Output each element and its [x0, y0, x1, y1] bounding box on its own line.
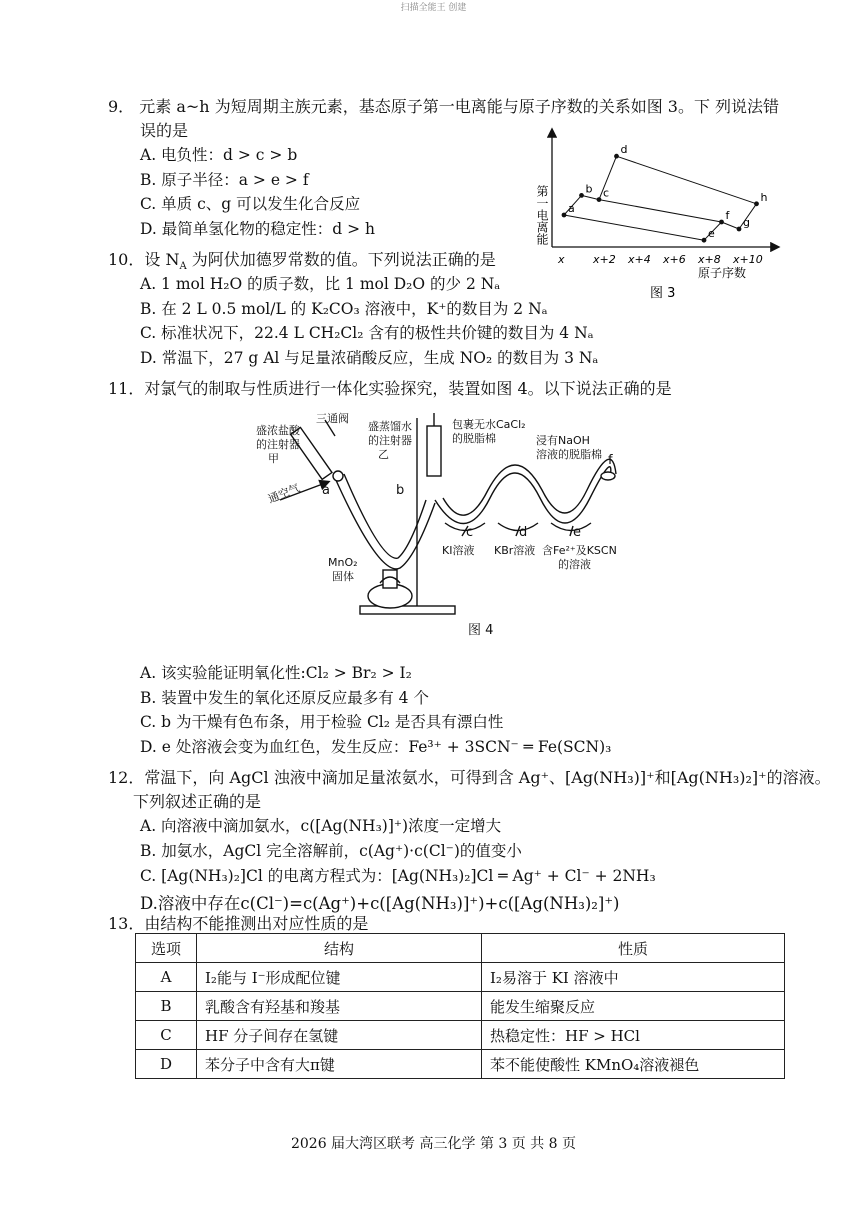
point-label-g: g: [743, 216, 750, 229]
row-d-option: D: [136, 1050, 197, 1079]
label-syringe-yi-2: 的注射器: [368, 434, 412, 447]
row-c-option: C: [136, 1021, 197, 1050]
label-valve: 三通阀: [316, 412, 349, 425]
q13-table: [135, 933, 785, 1079]
row-a-property: I₂易溶于 KI 溶液中: [482, 963, 785, 992]
q10-stem-tail: 为阿伏加德罗常数的值。下列说法正确的是: [186, 250, 496, 269]
row-a-option: A: [136, 963, 197, 992]
connector-line-c-f: [599, 200, 722, 222]
label-fe-solution-1: 含Fe²⁺及KSCN: [542, 544, 617, 557]
q10-option-b: B. 在 2 L 0.5 mol/L 的 K₂CO₃ 溶液中，K⁺的数目为 2 Nₐ: [140, 300, 548, 318]
label-ki-solution: KI溶液: [442, 544, 475, 557]
label-c: c: [466, 525, 474, 540]
q12-option-d: D.溶液中存在c(Cl⁻)=c(Ag⁺)+c([Ag(NH₃)]⁺)+c([Ag(NH₃)₂]⁺): [140, 894, 620, 913]
point-label-b: b: [585, 182, 593, 196]
row-d-property: 苯不能使酸性 KMnO₄溶液褪色: [482, 1050, 785, 1079]
x-tick-label: x+10: [733, 253, 763, 266]
connector-line-d-h: [617, 156, 757, 204]
row-b-structure: 乳酸含有羟基和羧基: [197, 992, 482, 1021]
bulb-c: [445, 523, 485, 531]
label-syringe-jia-3: 甲: [268, 452, 279, 465]
figure-3-chart: [530, 125, 790, 305]
label-syringe-yi-1: 盛蒸馏水: [368, 420, 412, 433]
q9-stem-line1: 9． 元素 a~h 为短周期主族元素，基态原子第一电离能与原子序数的关系如图 3。下 列说法错: [108, 97, 780, 116]
q12-stem-line2: 下列叙述正确的是: [133, 792, 262, 811]
label-f: f: [608, 453, 613, 468]
table-row: [136, 992, 785, 1021]
q12-option-b: B. 加氨水，AgCl 完全溶解前，c(Ag⁺)·c(Cl⁻)的值变小: [140, 842, 522, 860]
q10-option-d: D. 常温下，27 g Al 与足量浓硝酸反应，生成 NO₂ 的数目为 3 Nₐ: [140, 349, 599, 367]
data-point-c: [597, 197, 602, 202]
q11-option-d: D. e 处溶液会变为血红色，发生反应：Fe³⁺ + 3SCN⁻ ═ Fe(SCN)₃: [140, 738, 612, 756]
label-mno2-2: 固体: [332, 570, 354, 583]
label-fe-solution-2: 的溶液: [558, 558, 591, 571]
x-tick-label: x: [558, 253, 565, 266]
figure-4-caption: 图 4: [468, 623, 494, 638]
label-b: b: [396, 483, 405, 498]
three-way-valve: [333, 471, 343, 481]
q10-stem-sub: A: [179, 261, 187, 273]
y-axis-label: 第一电离能: [535, 185, 549, 245]
x-axis-label: 原子序数: [698, 266, 747, 280]
connector-line-f-g: [722, 222, 740, 229]
point-label-c: c: [603, 186, 610, 200]
header-option: 选项: [136, 934, 197, 963]
label-cacl2-2: 的脱脂棉: [452, 432, 496, 445]
q9-option-c: C. 单质 c、g 可以发生化合反应: [140, 195, 361, 213]
point-label-h: h: [760, 190, 768, 204]
label-kbr-solution: KBr溶液: [494, 544, 536, 557]
tube-end-f: [601, 472, 615, 480]
label-naoh-1: 浸有NaOH: [536, 434, 590, 447]
label-cacl2-1: 包裹无水CaCl₂: [452, 418, 526, 431]
x-tick-label: x+2: [593, 253, 616, 266]
bulb-e: [551, 523, 591, 531]
point-label-d: d: [620, 143, 628, 157]
data-point-d: [614, 154, 619, 159]
point-label-f: f: [725, 209, 730, 222]
label-mno2-1: MnO₂: [328, 556, 358, 569]
data-point-a: [562, 213, 567, 218]
point-label-a: a: [568, 202, 575, 215]
q10-stem-text: 10．设 N: [108, 250, 180, 269]
u-tube-inner: [344, 474, 426, 558]
page-footer: 2026 届大湾区联考 高三化学 第 3 页 共 8 页: [290, 1136, 577, 1152]
row-a-structure: I₂能与 I⁻形成配位键: [197, 963, 482, 992]
q9-option-b: B. 原子半径：a > e > f: [140, 171, 309, 189]
data-point-b: [579, 193, 584, 198]
row-c-structure: HF 分子间存在氢键: [197, 1021, 482, 1050]
figure-4-apparatus: [240, 408, 640, 643]
q11-option-b: B. 装置中发生的氧化还原反应最多有 4 个: [140, 689, 429, 707]
label-air: 通空气: [266, 481, 302, 506]
q9-option-a: A. 电负性：d > c > b: [140, 146, 298, 164]
label-naoh-2: 溶液的脱脂棉: [536, 448, 602, 461]
label-d: d: [519, 525, 528, 540]
row-b-property: 能发生缩聚反应: [482, 992, 785, 1021]
x-tick-label: x+4: [628, 253, 651, 266]
q12-option-c: C. [Ag(NH₃)₂]Cl 的电离方程式为：[Ag(NH₃)₂]Cl ═ Ag⁺ + Cl⁻ + 2NH₃: [140, 867, 656, 885]
stand-base: [360, 606, 455, 614]
row-b-option: B: [136, 992, 197, 1021]
q11-option-a: A. 该实验能证明氧化性:Cl₂ > Br₂ > I₂: [140, 664, 412, 682]
data-point-g: [737, 227, 742, 232]
syringe-yi: [427, 426, 441, 476]
connector-line-a-e: [564, 215, 704, 240]
wave-tube-inner: [443, 459, 616, 515]
q10-option-c: C. 标准状况下，22.4 L CH₂Cl₂ 含有的极性共价键的数目为 4 Nₐ: [140, 324, 594, 342]
figure-3-caption: 图 3: [650, 286, 676, 301]
label-e: e: [573, 525, 581, 540]
table-row: [136, 1050, 785, 1079]
q13-stem: 13．由结构不能推测出对应性质的是: [108, 914, 369, 933]
header-structure: 结构: [197, 934, 482, 963]
q9-stem-line2: 误的是: [140, 121, 189, 140]
table-header-row: [136, 934, 785, 963]
x-tick-label: x+8: [698, 253, 721, 266]
q12-option-a: A. 向溶液中滴加氨水，c([Ag(NH₃)]⁺)浓度一定增大: [140, 817, 502, 835]
q9-option-d: D. 最简单氢化物的稳定性：d > h: [140, 220, 375, 238]
x-tick-label: x+6: [663, 253, 686, 266]
data-point-f: [719, 220, 724, 225]
q10-option-a: A. 1 mol H₂O 的质子数，比 1 mol D₂O 的少 2 Nₐ: [140, 275, 501, 293]
q11-stem: 11．对氯气的制取与性质进行一体化实验探究，装置如图 4。以下说法正确的是: [108, 379, 672, 398]
q10-stem: [108, 247, 496, 273]
table-row: [136, 1021, 785, 1050]
connector-line-b-c: [582, 195, 600, 199]
table-row: [136, 963, 785, 992]
data-point-e: [702, 238, 707, 243]
label-a: a: [322, 483, 330, 498]
header-property: 性质: [482, 934, 785, 963]
row-d-structure: 苯分子中含有大π键: [197, 1050, 482, 1079]
row-c-property: 热稳定性：HF > HCl: [482, 1021, 785, 1050]
label-syringe-jia-1: 盛浓盐酸: [256, 424, 300, 437]
label-syringe-jia-2: 的注射器: [256, 438, 300, 451]
data-point-h: [754, 201, 759, 206]
scan-watermark: 扫描全能王 创建: [400, 3, 467, 13]
label-syringe-yi-3: 乙: [378, 448, 389, 461]
q11-option-c: C. b 为干燥有色布条，用于检验 Cl₂ 是否具有漂白性: [140, 713, 504, 731]
point-label-e: e: [708, 227, 715, 241]
q12-stem-line1: 12．常温下，向 AgCl 浊液中滴加足量浓氨水，可得到含 Ag⁺、[Ag(NH₃)]⁺和[Ag(NH₃)₂]⁺的溶液。: [108, 768, 831, 787]
